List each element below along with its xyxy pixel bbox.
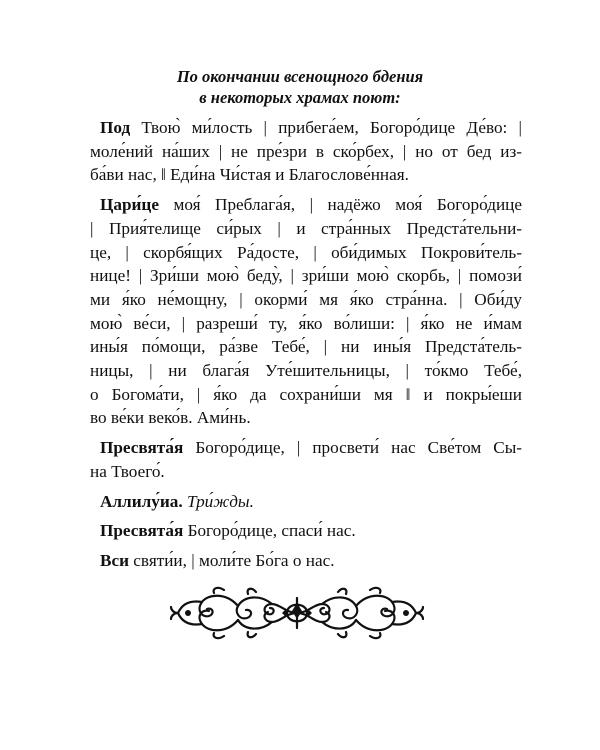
section-heading [0, 66, 600, 108]
text-line [90, 193, 522, 217]
lead-word: Цари́це [100, 195, 159, 215]
text-line [90, 163, 522, 187]
heading-line-2: в некоторых храмах поют: [199, 88, 401, 107]
text-line [90, 241, 522, 265]
text-line [90, 460, 522, 484]
lead-word: Под [100, 118, 131, 137]
line-text: нице! | Зри́ши мою̀ беду̀, | зри́ши мою̀ скорбь, | помози́ [90, 266, 522, 286]
text-line [90, 406, 522, 430]
text-line [90, 490, 522, 514]
text-line [90, 549, 522, 573]
line-text: це, | скорбя́щих Ра́досте, | оби́димых Покрови́тель- [90, 242, 522, 262]
prayer-text [90, 116, 522, 579]
text-line [90, 116, 522, 140]
text-line [90, 288, 522, 312]
line-text: ми я́ко не́мощну, | окорми́ мя я́ко стра́нна. | Оби́ду [90, 289, 522, 309]
text-line [90, 519, 522, 543]
line-text: | Прия́телище си́рых | и стра́нных Предста́тельни- [90, 218, 522, 238]
line-text: во ве́ки веко́в. Ами́нь. [90, 408, 251, 428]
text-line [90, 359, 522, 383]
text-line [90, 140, 522, 164]
rubric-text: Три́жды. [186, 491, 254, 511]
line-text: Твою̀ ми́лость | прибега́ем, Богоро́дице Де́во: | [130, 118, 522, 137]
lead-word: Вси [100, 550, 129, 570]
line-text: моя́ Преблага́я, | надёжо моя́ Богоро́дице [158, 195, 522, 215]
line-text: ба́ви нас, ‖ Еди́на Чи́стая и Благослове́нная. [90, 165, 409, 185]
prayer-paragraph [90, 436, 522, 483]
text-line [90, 383, 522, 407]
prayer-paragraph [90, 549, 522, 573]
text-line [90, 312, 522, 336]
line-text: Богоро́дице, | просвети́ нас Све́том Сы- [183, 438, 522, 458]
text-line [90, 436, 522, 460]
line-text: на Твоего́. [90, 461, 165, 481]
line-text: ины́я по́мощи, ра́зве Тебе́, | ни ины́я Предста́тель- [90, 337, 522, 357]
line-text: мою̀ ве́си, | разреши́ ту, я́ко во́лиши: | я́ко не и́мам [90, 313, 522, 333]
prayer-paragraph [90, 519, 522, 543]
prayer-paragraph [90, 193, 522, 430]
lead-word: Аллилу́иа. [100, 491, 183, 511]
lead-word: Пресвята́я [100, 521, 184, 541]
scroll-ornament-icon [168, 582, 426, 644]
text-line [90, 335, 522, 359]
lead-word: Пресвята́я [100, 438, 184, 458]
line-text: о Богома́ти, | я́ко да сохрани́ши мя ‖ и покры́еши [90, 384, 522, 404]
text-line [90, 217, 522, 241]
prayer-paragraph [90, 490, 522, 514]
text-line [90, 264, 522, 288]
line-text: святи́и, | моли́те Бо́га о нас. [129, 550, 335, 570]
heading-line-1: По окончании всенощного бдения [176, 67, 424, 86]
line-text: Богоро́дице, спаси́ нас. [183, 521, 356, 541]
line-text: моле́ний на́ших | не пре́зри в ско́рбех, | но от бед из- [90, 141, 522, 161]
prayer-paragraph [90, 116, 522, 187]
line-text: ницы, | ни блага́я Уте́шительницы, | то́кмо Тебе́, [90, 361, 522, 381]
